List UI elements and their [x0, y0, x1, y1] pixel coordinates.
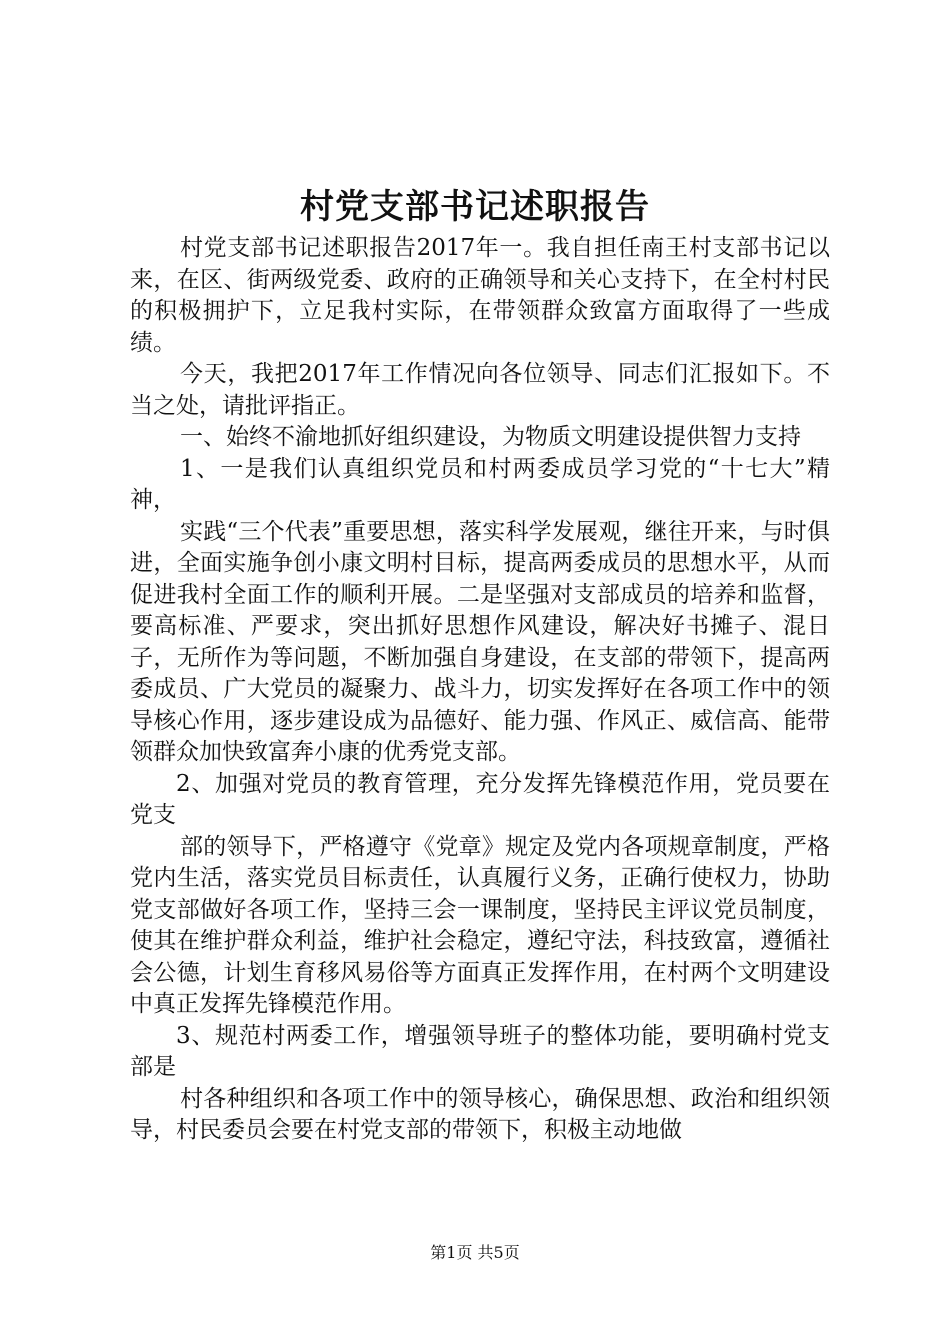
paragraph-item-1-detail: 实践“三个代表”重要思想，落实科学发展观，继往开来，与时俱进，全面实施争创小康文明村目标，提高两委成员的思想水平，从而促进我村全面工作的顺利开展。二是坚强对支部成员的培养和监督，要高标准、严要求，突出抓好思想作风建设，解决好书摊子、混日子，无所作为等问题，不断加强自身建设，在支部的带领下，提高两委成员、广大党员的凝聚力、战斗力，切实发挥好在各项工作中的领导核心作用，逐步建设成为品德好、能力强、作风正、威信高、能带领群众加快致富奔小康的优秀党支部。 [130, 518, 830, 765]
paragraph-item-1: 1、一是我们认真组织党员和村两委成员学习党的“十七大”精神， [130, 455, 830, 513]
paragraph-item-2-detail: 部的领导下，严格遵守《党章》规定及党内各项规章制度，严格党内生活，落实党员目标责任，认真履行义务，正确行使权力，协助党支部做好各项工作，坚持三会一课制度，坚持民主评议党员制度，使其在维护群众利益，维护社会稳定，遵纪守法，科技致富，遵循社会公德，计划生育移风易俗等方面真正发挥作用，在村两个文明建设中真正发挥先锋模范作用。 [130, 833, 830, 1017]
page-number-footer: 第1页 共5页 [430, 1243, 520, 1262]
paragraph-intro: 村党支部书记述职报告2017年一。我自担任南王村支部书记以来，在区、街两级党委、政府的正确领导和关心支持下，在全村村民的积极拥护下，立足我村实际，在带领群众致富方面取得了一些成绩。 [130, 235, 830, 356]
paragraph-report-notice: 今天，我把2017年工作情况向各位领导、同志们汇报如下。不当之处，请批评指正。 [130, 361, 830, 419]
paragraph-item-2: 2、加强对党员的教育管理，充分发挥先锋模范作用，党员要在党支 [130, 770, 830, 828]
section-heading-1: 一、始终不渝地抓好组织建设，为物质文明建设提供智力支持 [180, 424, 801, 450]
document-body [130, 233, 830, 1147]
document-title: 村党支部书记述职报告 [300, 187, 650, 227]
paragraph-item-3: 3、规范村两委工作，增强领导班子的整体功能，要明确村党支部是 [130, 1022, 830, 1080]
paragraph-item-3-detail: 村各种组织和各项工作中的领导核心，确保思想、政治和组织领导，村民委员会要在村党支部的带领下，积极主动地做 [130, 1085, 830, 1143]
